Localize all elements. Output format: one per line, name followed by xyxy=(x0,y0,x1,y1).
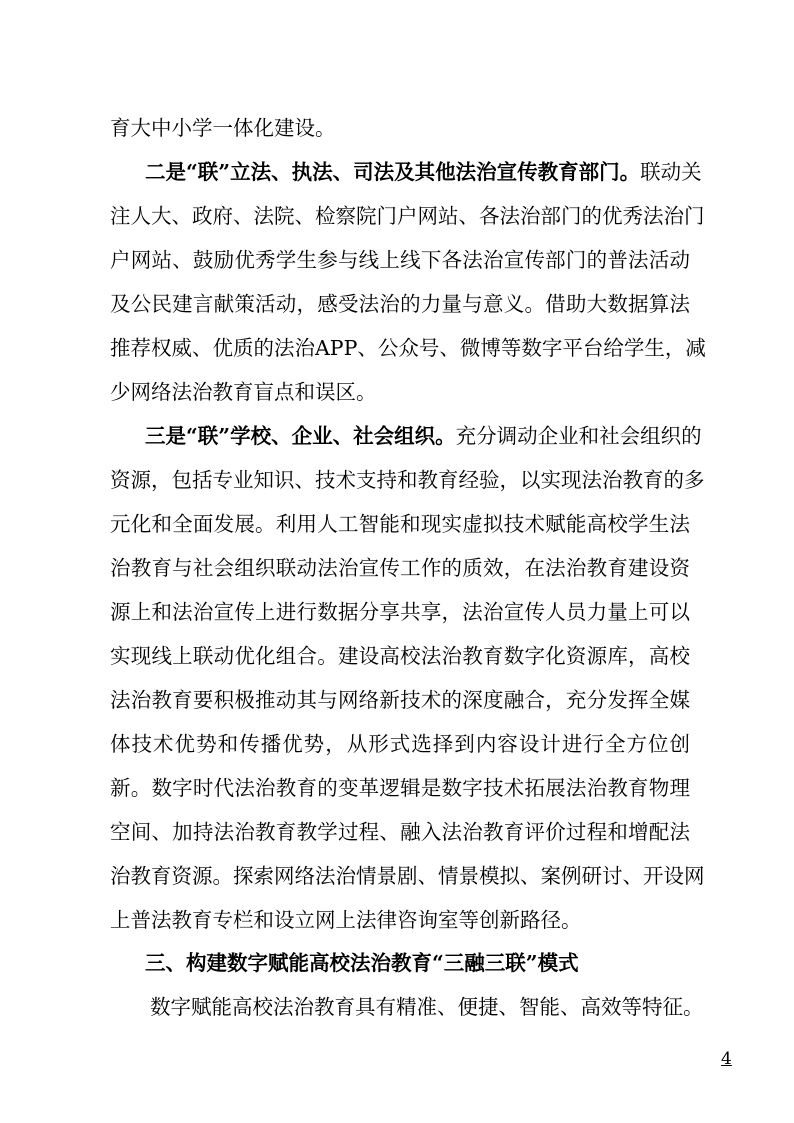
paragraph-line: 数字赋能高校法治教育具有精准、便捷、智能、高效等特征。 xyxy=(150,995,704,1019)
paragraph-line: 资源，包括专业知识、技术支持和教育经验，以实现法治教育的多 xyxy=(110,468,705,492)
paragraph-line: 体技术优势和传播优势，从形式选择到内容设计进行全方位创 xyxy=(110,732,690,756)
paragraph-line: 元化和全面发展。利用人工智能和现实虚拟技术赋能高校学生法 xyxy=(110,512,690,536)
paragraph-line xyxy=(145,422,702,450)
section-heading: 三、构建数字赋能高校法治教育“三融三联”模式 xyxy=(145,951,579,975)
paragraph-line: 育大中小学一体化建设。 xyxy=(110,116,336,140)
paragraph-line: 户网站、鼓励优秀学生参与线上线下各法治宣传部门的普法活动 xyxy=(110,248,690,272)
paragraph-line xyxy=(145,158,702,186)
paragraph-line: 少网络法治教育盲点和误区。 xyxy=(110,380,377,404)
paragraph-line: 新。数字时代法治教育的变革逻辑是数字技术拓展法治教育物理 xyxy=(110,776,690,800)
paragraph-text: 联动关 xyxy=(640,160,702,184)
paragraph-line: 及公民建言献策活动，感受法治的力量与意义。借助大数据算法 xyxy=(110,292,690,316)
paragraph-lead: 三是“联”学校、企业、社会组织。 xyxy=(145,424,456,448)
paragraph-line: 上普法教育专栏和设立网上法律咨询室等创新路径。 xyxy=(110,908,582,932)
paragraph-line: 治教育与社会组织联动法治宣传工作的质效，在法治教育建设资 xyxy=(110,556,690,580)
paragraph-line: 实现线上联动优化组合。建设高校法治教育数字化资源库，高校 xyxy=(110,644,690,668)
paragraph-line: 注人大、政府、法院、检察院门户网站、各法治部门的优秀法治门 xyxy=(110,204,705,228)
paragraph-lead: 二是“联”立法、执法、司法及其他法治宣传教育部门。 xyxy=(145,160,641,184)
paragraph-line: 治教育资源。探索网络法治情景剧、情景模拟、案例研讨、开设网 xyxy=(110,864,705,888)
page-number: 4 xyxy=(721,1049,732,1069)
paragraph-line: 法治教育要积极推动其与网络新技术的深度融合，充分发挥全媒 xyxy=(110,688,690,712)
paragraph-line: 推荐权威、优质的法治APP、公众号、微博等数字平台给学生，减 xyxy=(110,336,706,360)
paragraph-line: 源上和法治宣传上进行数据分享共享，法治宣传人员力量上可以 xyxy=(110,600,690,624)
paragraph-text: 充分调动企业和社会组织的 xyxy=(455,424,702,448)
paragraph-line: 空间、加持法治教育教学过程、融入法治教育评价过程和增配法 xyxy=(110,820,690,844)
